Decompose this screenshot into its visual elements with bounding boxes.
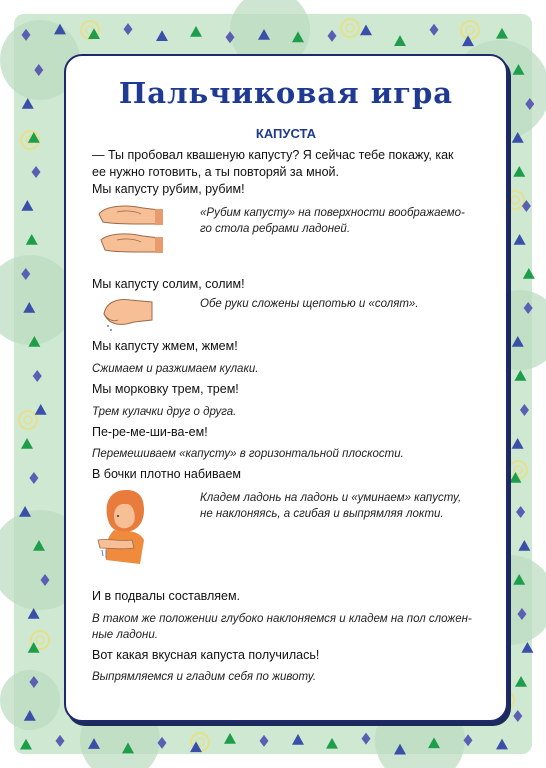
instruction-7-line-1: В таком же положении глубоко наклоняемся и кладем на пол сложен- [92, 613, 472, 625]
instruction-2: Обе руки сложены щепотью и «солят». [200, 298, 419, 310]
instruction-6-line-2: не наклоняясь, а сгибая и выпрямляя локти. [200, 508, 444, 520]
verse-line-8: Вот какая вкусная капуста получилась! [92, 648, 320, 662]
instruction-6-line-1: Кладем ладонь на ладонь и «уминаем» капусту, [200, 492, 462, 504]
background-blotch [0, 670, 60, 730]
girl-illustration [94, 484, 164, 584]
instruction-1-line-1: «Рубим капусту» на поверхности воображаемо- [200, 207, 465, 219]
page-title: Пальчиковая игра [118, 76, 454, 110]
intro-line-1: — Ты пробовал квашеную капусту? Я сейчас тебе покажу, как [92, 148, 454, 162]
instruction-4: Трем кулачки друг о друга. [92, 406, 237, 418]
verse-line-7: И в подвалы составляем. [92, 589, 241, 603]
instruction-3: Сжимаем и разжимаем кулаки. [92, 363, 259, 375]
verse-line-2: Мы капусту солим, солим! [92, 277, 245, 291]
verse-line-6: В бочки плотно набиваем [92, 467, 242, 481]
salting-hand-illustration [100, 292, 156, 334]
instruction-5: Перемешиваем «капусту» в горизонтальной плоскости. [92, 448, 404, 460]
instruction-7-line-2: ные ладони. [92, 629, 158, 641]
intro-line-2: ее нужно готовить, а ты повторяй за мной. [92, 165, 339, 179]
instruction-1-line-2: го стола ребрами ладоней. [200, 223, 351, 235]
instruction-8: Выпрямляемся и гладим себя по животу. [92, 671, 317, 683]
verse-line-1: Мы капусту рубим, рубим! [92, 182, 245, 196]
game-subtitle: КАПУСТА [255, 126, 317, 141]
verse-line-5: Пе-ре-ме-ши-ва-ем! [92, 425, 208, 439]
verse-line-4: Мы морковку трем, трем! [92, 382, 239, 396]
chopping-hands-illustration [95, 200, 165, 264]
verse-line-3: Мы капусту жмем, жмем! [92, 339, 238, 353]
